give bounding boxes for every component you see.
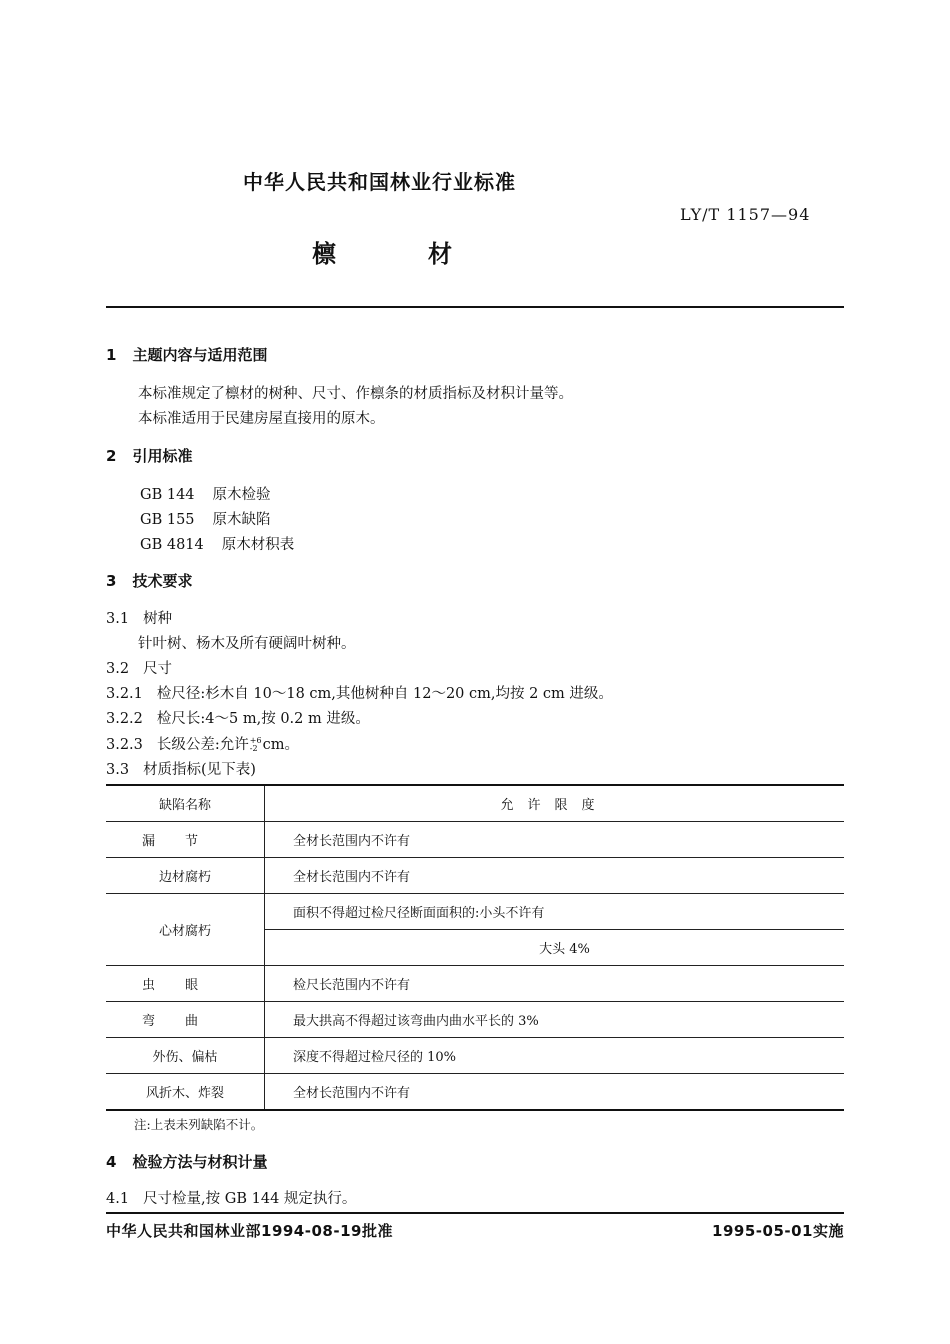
footer-divider xyxy=(106,1212,844,1214)
title-char-2: 材 xyxy=(428,240,452,268)
defect-name: 边材腐朽 xyxy=(106,858,265,894)
section-2-heading xyxy=(106,445,192,466)
reference-code: GB 155 xyxy=(140,512,195,528)
section-3-3-title: 材质指标(见下表) xyxy=(143,762,256,778)
section-3-2-title: 尺寸 xyxy=(143,661,173,677)
section-3-2-3 xyxy=(106,733,299,754)
section-3-2-number: 3.2 xyxy=(106,661,130,677)
section-3-number: 3 xyxy=(106,572,117,590)
section-3-2-2-number: 3.2.2 xyxy=(106,711,143,727)
section-3-2-3-text: 长级公差:允许 xyxy=(156,737,249,753)
reference-item xyxy=(140,533,294,554)
section-3-heading xyxy=(106,570,192,591)
table-row xyxy=(106,966,844,1002)
document-title xyxy=(312,234,452,269)
defect-name: 外伤、偏枯 xyxy=(106,1038,265,1074)
section-3-3-heading xyxy=(106,758,256,779)
defect-limit: 全材长范围内不许有 xyxy=(265,858,845,894)
section-3-2-2 xyxy=(106,707,370,728)
table-header-limit xyxy=(265,785,845,822)
reference-code: GB 4814 xyxy=(140,537,204,553)
reference-name: 原木检验 xyxy=(212,487,271,503)
defect-limit-secondary: 大头 4% xyxy=(265,930,845,966)
reference-name: 原木材积表 xyxy=(221,537,295,553)
section-3-2-3-number: 3.2.3 xyxy=(106,737,143,753)
defect-name-text: 虫眼 xyxy=(141,978,228,993)
defect-limit: 全材长范围内不许有 xyxy=(265,822,845,858)
defect-name xyxy=(106,966,265,1002)
section-4-title: 检验方法与材积计量 xyxy=(132,1153,268,1171)
section-3-1-text: 针叶树、杨木及所有硬阔叶树种。 xyxy=(138,636,356,652)
defect-limit: 深度不得超过检尺径的 10% xyxy=(265,1038,845,1074)
section-3-2-1 xyxy=(106,682,613,703)
reference-item xyxy=(140,508,271,529)
defect-name-text: 弯曲 xyxy=(141,1014,228,1029)
section-4-heading xyxy=(106,1151,267,1172)
defect-limit: 最大拱高不得超过该弯曲内曲水平长的 3% xyxy=(265,1002,845,1038)
table-header-limit-text: 允许限度 xyxy=(500,798,609,813)
section-1-paragraph-1: 本标准规定了檩材的树种、尺寸、作檩条的材质指标及材积计量等。 xyxy=(138,386,573,402)
table-row xyxy=(106,1002,844,1038)
section-1-paragraph-2: 本标准适用于民建房屋直接用的原木。 xyxy=(138,411,385,427)
section-4-number: 4 xyxy=(106,1153,117,1171)
table-note: 注:上表未列缺陷不计。 xyxy=(134,1117,264,1132)
table-row xyxy=(106,1038,844,1074)
defect-name: 风折木、炸裂 xyxy=(106,1074,265,1111)
section-3-2-1-text: 检尺径:杉木自 10～18 cm,其他树种自 12～20 cm,均按 2 cm 进级。 xyxy=(156,686,613,702)
reference-item xyxy=(140,483,271,504)
section-1-number: 1 xyxy=(106,346,117,364)
quality-index-table xyxy=(106,784,844,1111)
table-row xyxy=(106,1074,844,1111)
section-3-2-2-text: 检尺长:4～5 m,按 0.2 m 进级。 xyxy=(156,711,370,727)
section-3-1-heading xyxy=(106,607,172,628)
table-header-defect: 缺陷名称 xyxy=(106,785,265,822)
defect-name-text: 漏节 xyxy=(141,834,228,849)
section-3-3-number: 3.3 xyxy=(106,762,130,778)
section-1-heading xyxy=(106,344,267,365)
standard-code: LY/T 1157—94 xyxy=(680,205,811,224)
defect-limit: 检尺长范围内不许有 xyxy=(265,966,845,1002)
effective-date: 1995-05-01实施 xyxy=(712,1222,844,1240)
section-3-1-title: 树种 xyxy=(143,611,173,627)
reference-code: GB 144 xyxy=(140,487,195,503)
section-3-2-heading xyxy=(106,657,172,678)
defect-limit: 面积不得超过检尺径断面面积的:小头不许有 xyxy=(265,894,845,930)
section-4-1-number: 4.1 xyxy=(106,1191,130,1207)
defect-limit: 全材长范围内不许有 xyxy=(265,1074,845,1111)
tolerance-lower: -2 xyxy=(249,744,258,753)
tolerance-fraction xyxy=(250,737,262,753)
defect-name: 心材腐朽 xyxy=(106,894,265,966)
section-1-title: 主题内容与适用范围 xyxy=(132,346,268,364)
section-3-title: 技术要求 xyxy=(132,572,193,590)
section-2-title: 引用标准 xyxy=(132,447,193,465)
reference-name: 原木缺陷 xyxy=(212,512,271,528)
section-4-1 xyxy=(106,1187,356,1208)
section-3-2-1-number: 3.2.1 xyxy=(106,686,143,702)
standard-organization: 中华人民共和国林业行业标准 xyxy=(243,170,516,194)
section-3-2-3-unit: cm。 xyxy=(262,737,299,753)
tolerance-upper: +6 xyxy=(249,736,262,745)
section-3-1-number: 3.1 xyxy=(106,611,130,627)
header-divider xyxy=(106,306,844,308)
table-row xyxy=(106,858,844,894)
section-4-1-text: 尺寸检量,按 GB 144 规定执行。 xyxy=(143,1191,357,1207)
table-row xyxy=(106,894,844,930)
table-row xyxy=(106,822,844,858)
title-char-1: 檩 xyxy=(312,240,336,268)
table-header-row xyxy=(106,785,844,822)
approval-line: 中华人民共和国林业部1994-08-19批准 xyxy=(106,1222,393,1240)
section-2-number: 2 xyxy=(106,447,117,465)
defect-name xyxy=(106,1002,265,1038)
defect-name xyxy=(106,822,265,858)
